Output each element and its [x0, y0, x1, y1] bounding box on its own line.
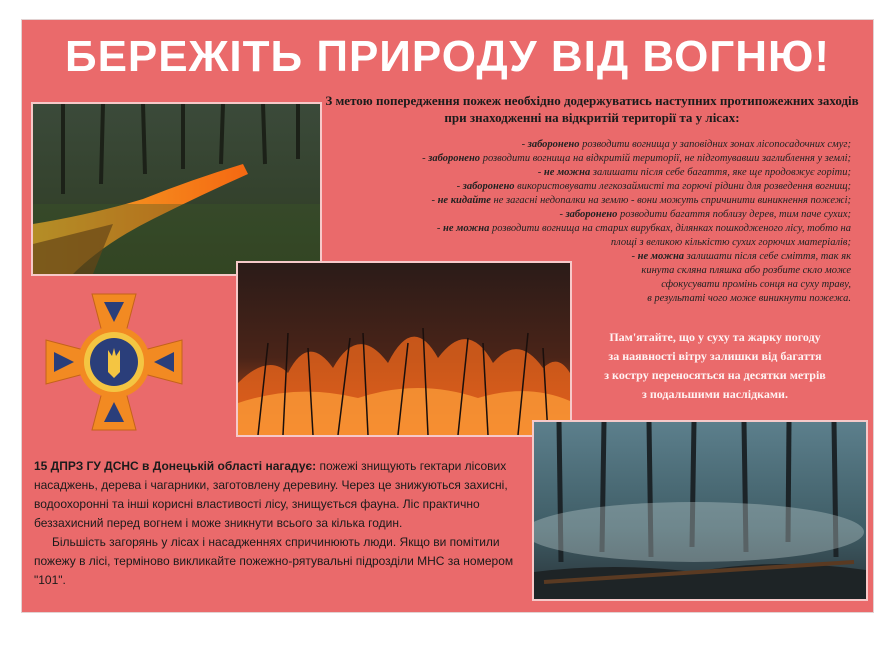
rule-item: - не кидайте не загасні недопалки на землю - вони можуть спричинити виникнення пожежі;	[431, 195, 851, 206]
rule-item: - заборонено розводити багаття поблизу дерев, тим паче сухих;	[559, 209, 851, 220]
forest-fire-photo-1	[31, 102, 322, 276]
burnt-forest-photo	[532, 420, 868, 601]
rule-item: - не можна залишати після себе сміття, так як	[631, 251, 851, 262]
dsns-cross-emblem-icon	[44, 292, 184, 432]
poster	[22, 20, 873, 612]
rule-item: площі з великою кількістю сухих горючих матеріалів;	[610, 237, 851, 248]
poster-title: БЕРЕЖІТЬ ПРИРОДУ ВІД ВОГНЮ!	[64, 32, 831, 81]
rule-item: - заборонено розводити вогнища на відкритій території, не підготувавши заглиблення у землі;	[422, 153, 851, 164]
intro-text: З метою попередження пожеж необхідно додержуватись наступних протипожежних заходів при знаходженні на відкритій території та у лісах:	[325, 93, 859, 125]
rule-item: - заборонено використовувати легкозаймисті та горючі рідини для розведення вогнищ;	[456, 181, 851, 192]
rule-item: - заборонено розводити вогнища у заповідних зонах лісопосадочних смуг;	[521, 139, 851, 150]
rule-item: - не можна залишати після себе багаття, яке ще продовжує горіти;	[537, 167, 851, 178]
rule-item: - не можна розводити вогнища на старих вирубках, ділянках пошкодженого лісу, тобто на	[436, 223, 851, 234]
rules-list	[311, 138, 851, 306]
reminder-text	[34, 457, 522, 590]
remember-note: Пам'ятайте, що у суху та жарку погоду за наявності вітру залишки від багаття з костру переносяться на десятки метрів з подальшими наслідками.	[604, 330, 826, 401]
rule-item: в результаті чого може виникнути пожежа.	[647, 293, 851, 304]
reminder-paragraph-2: Більшість загорянь у лісах і насадженнях спричинюють люди. Якщо ви помітили пожежу в лісі, терміново викликайте пожежно-рятувальні підрозділи МНС за номером "101".	[34, 535, 514, 587]
reminder-paragraph-1: 15 ДПРЗ ГУ ДСНС в Донецькій області нагадує: пожежі знищують гектари лісових насаджень, дерева і чагарники, заготовлену деревину. Через це знижуються захисні, водоохоронні та інші корисні властивості лісу, знищується фауна. Ліс практично беззахисний перед вогнем і може зникнути всього за кілька годин.	[34, 459, 508, 530]
rule-item: кинута скляна пляшка або розбите скло може	[641, 265, 851, 276]
rule-item: сфокусувати промінь сонця на суху траву,	[661, 279, 851, 290]
